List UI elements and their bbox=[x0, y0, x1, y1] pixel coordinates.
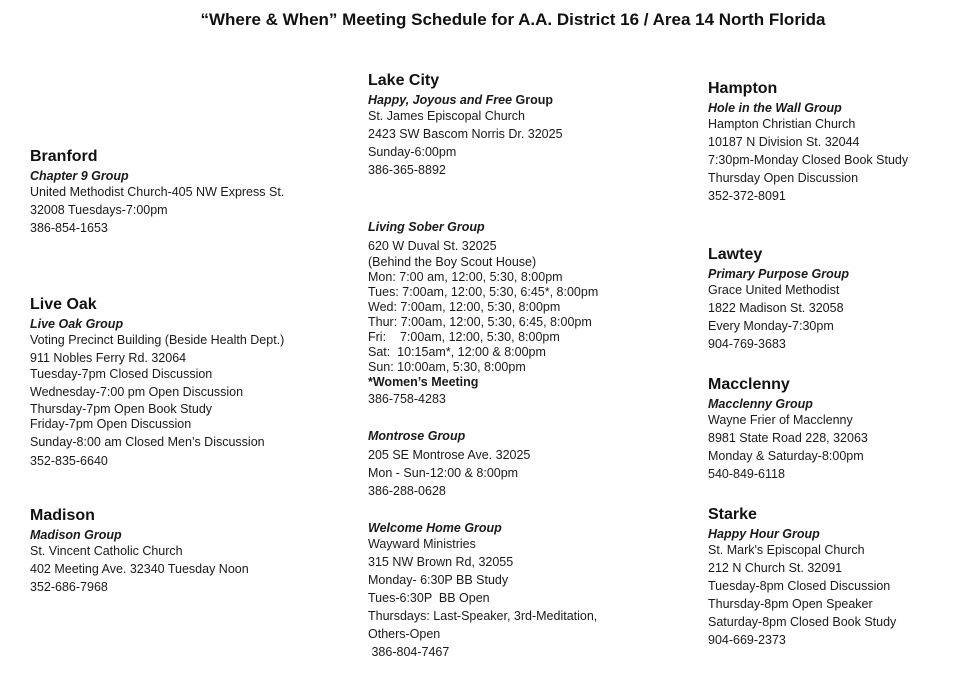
phone-number: 386-804-7467 bbox=[368, 645, 450, 659]
info-line: Sunday-8:00 am Closed Men’s Discussion bbox=[30, 435, 265, 449]
group-name: Primary Purpose Group bbox=[708, 267, 850, 281]
phone-number: 386-365-8892 bbox=[368, 163, 446, 177]
info-line: Monday & Saturday-8:00pm bbox=[708, 449, 864, 463]
phone-number: 386-854-1653 bbox=[30, 221, 108, 235]
madison-section bbox=[30, 507, 330, 596]
info-line: 10187 N Division St. 32044 bbox=[708, 135, 860, 149]
info-line: 911 Nobles Ferry Rd. 32064 bbox=[30, 351, 187, 365]
liveoak-section bbox=[30, 296, 330, 470]
phone-number: 904-769-3683 bbox=[708, 337, 786, 351]
group-name-suffix: Group bbox=[512, 93, 553, 107]
info-line: Wayward Ministries bbox=[368, 537, 476, 551]
phone-number: 352-372-8091 bbox=[708, 189, 786, 203]
info-line: Grace United Methodist bbox=[708, 283, 840, 297]
info-line: Wayne Frier of Macclenny bbox=[708, 413, 853, 427]
city-heading: Live Oak bbox=[30, 296, 97, 313]
info-line: Tues-6:30P BB Open bbox=[368, 591, 490, 605]
info-line: Tuesday-8pm Closed Discussion bbox=[708, 579, 891, 593]
info-line: Tuesday-7pm Closed Discussion bbox=[30, 367, 213, 381]
phone-number: 904-669-2373 bbox=[708, 633, 786, 647]
info-line: 32008 Tuesdays-7:00pm bbox=[30, 203, 168, 217]
group-name: Madison Group bbox=[30, 528, 122, 542]
lawtey-section bbox=[708, 246, 968, 353]
info-line: United Methodist Church-405 NW Express St. bbox=[30, 185, 285, 199]
welcomehome-section bbox=[368, 521, 668, 661]
group-name: Hole in the Wall Group bbox=[708, 101, 842, 115]
womens-meeting-note: *Women’s Meeting bbox=[368, 375, 479, 389]
info-line: 620 W Duval St. 32025 bbox=[368, 239, 497, 253]
livingsober-section bbox=[368, 220, 668, 408]
schedule-line: Tues: 7:00am, 12:00, 5:30, 6:45*, 8:00pm bbox=[368, 285, 599, 299]
schedule-line: Wed: 7:00am, 12:00, 5:30, 8:00pm bbox=[368, 300, 561, 314]
group-name: Chapter 9 Group bbox=[30, 169, 129, 183]
lakecity-section bbox=[368, 72, 668, 179]
city-heading: Branford bbox=[30, 148, 98, 165]
info-line: St. Mark's Episcopal Church bbox=[708, 543, 865, 557]
info-line: St. James Episcopal Church bbox=[368, 109, 526, 123]
city-heading: Macclenny bbox=[708, 376, 790, 393]
schedule-line: Mon: 7:00 am, 12:00, 5:30, 8:00pm bbox=[368, 270, 563, 284]
info-line: St. Vincent Catholic Church bbox=[30, 544, 183, 558]
info-line: Thursday-7pm Open Book Study bbox=[30, 402, 213, 416]
page-title: “Where & When” Meeting Schedule for A.A. District 16 / Area 14 North Florida bbox=[200, 10, 826, 29]
phone-number: 352-686-7968 bbox=[30, 580, 108, 594]
group-name: Macclenny Group bbox=[708, 397, 813, 411]
starke-section bbox=[708, 506, 968, 649]
info-line: 7:30pm-Monday Closed Book Study bbox=[708, 153, 909, 167]
group-name: Montrose Group bbox=[368, 429, 466, 443]
schedule-line: Thur: 7:00am, 12:00, 5:30, 6:45, 8:00pm bbox=[368, 315, 592, 329]
group-name: Welcome Home Group bbox=[368, 521, 502, 535]
macclenny-section bbox=[708, 376, 968, 483]
info-line: Hampton Christian Church bbox=[708, 117, 856, 131]
info-line: (Behind the Boy Scout House) bbox=[368, 255, 537, 269]
info-line: 8981 State Road 228, 32063 bbox=[708, 431, 868, 445]
group-name-italic: Happy, Joyous and Free bbox=[368, 93, 513, 107]
group-name: Living Sober Group bbox=[368, 220, 485, 234]
city-heading: Lake City bbox=[368, 72, 440, 89]
info-line: Voting Precinct Building (Beside Health Dept.) bbox=[30, 333, 285, 347]
info-line: Wednesday-7:00 pm Open Discussion bbox=[30, 385, 244, 399]
info-line: Thursday-8pm Open Speaker bbox=[708, 597, 873, 611]
phone-number: 386-758-4283 bbox=[368, 392, 446, 406]
info-line: 212 N Church St. 32091 bbox=[708, 561, 843, 575]
group-name bbox=[368, 93, 668, 107]
info-line: Others-Open bbox=[368, 627, 441, 641]
phone-number: 352-835-6640 bbox=[30, 454, 108, 468]
schedule-line: Fri: 7:00am, 12:00, 5:30, 8:00pm bbox=[368, 330, 560, 344]
info-line: Saturday-8pm Closed Book Study bbox=[708, 615, 897, 629]
info-line: Thursday Open Discussion bbox=[708, 171, 859, 185]
group-name: Live Oak Group bbox=[30, 317, 124, 331]
info-line: Every Monday-7:30pm bbox=[708, 319, 834, 333]
info-line: 1822 Madison St. 32058 bbox=[708, 301, 844, 315]
info-line: 402 Meeting Ave. 32340 Tuesday Noon bbox=[30, 562, 249, 576]
info-line: Monday- 6:30P BB Study bbox=[368, 573, 509, 587]
info-line: 205 SE Montrose Ave. 32025 bbox=[368, 448, 531, 462]
hampton-section bbox=[708, 80, 968, 205]
info-line: Thursdays: Last-Speaker, 3rd-Meditation, bbox=[368, 609, 598, 623]
info-line: Mon - Sun-12:00 & 8:00pm bbox=[368, 466, 519, 480]
city-heading: Madison bbox=[30, 507, 95, 524]
montrose-section bbox=[368, 429, 668, 500]
city-heading: Starke bbox=[708, 506, 757, 523]
city-heading: Hampton bbox=[708, 80, 778, 97]
group-name: Happy Hour Group bbox=[708, 527, 820, 541]
city-heading: Lawtey bbox=[708, 246, 763, 263]
info-line: Friday-7pm Open Discussion bbox=[30, 417, 192, 431]
branford-section bbox=[30, 148, 330, 237]
info-line: Sunday-6:00pm bbox=[368, 145, 457, 159]
phone-number: 386-288-0628 bbox=[368, 484, 446, 498]
info-line: 2423 SW Bascom Norris Dr. 32025 bbox=[368, 127, 563, 141]
schedule-line: Sat: 10:15am*, 12:00 & 8:00pm bbox=[368, 345, 546, 359]
info-line: 315 NW Brown Rd, 32055 bbox=[368, 555, 514, 569]
schedule-line: Sun: 10:00am, 5:30, 8:00pm bbox=[368, 360, 526, 374]
phone-number: 540-849-6118 bbox=[708, 467, 785, 481]
